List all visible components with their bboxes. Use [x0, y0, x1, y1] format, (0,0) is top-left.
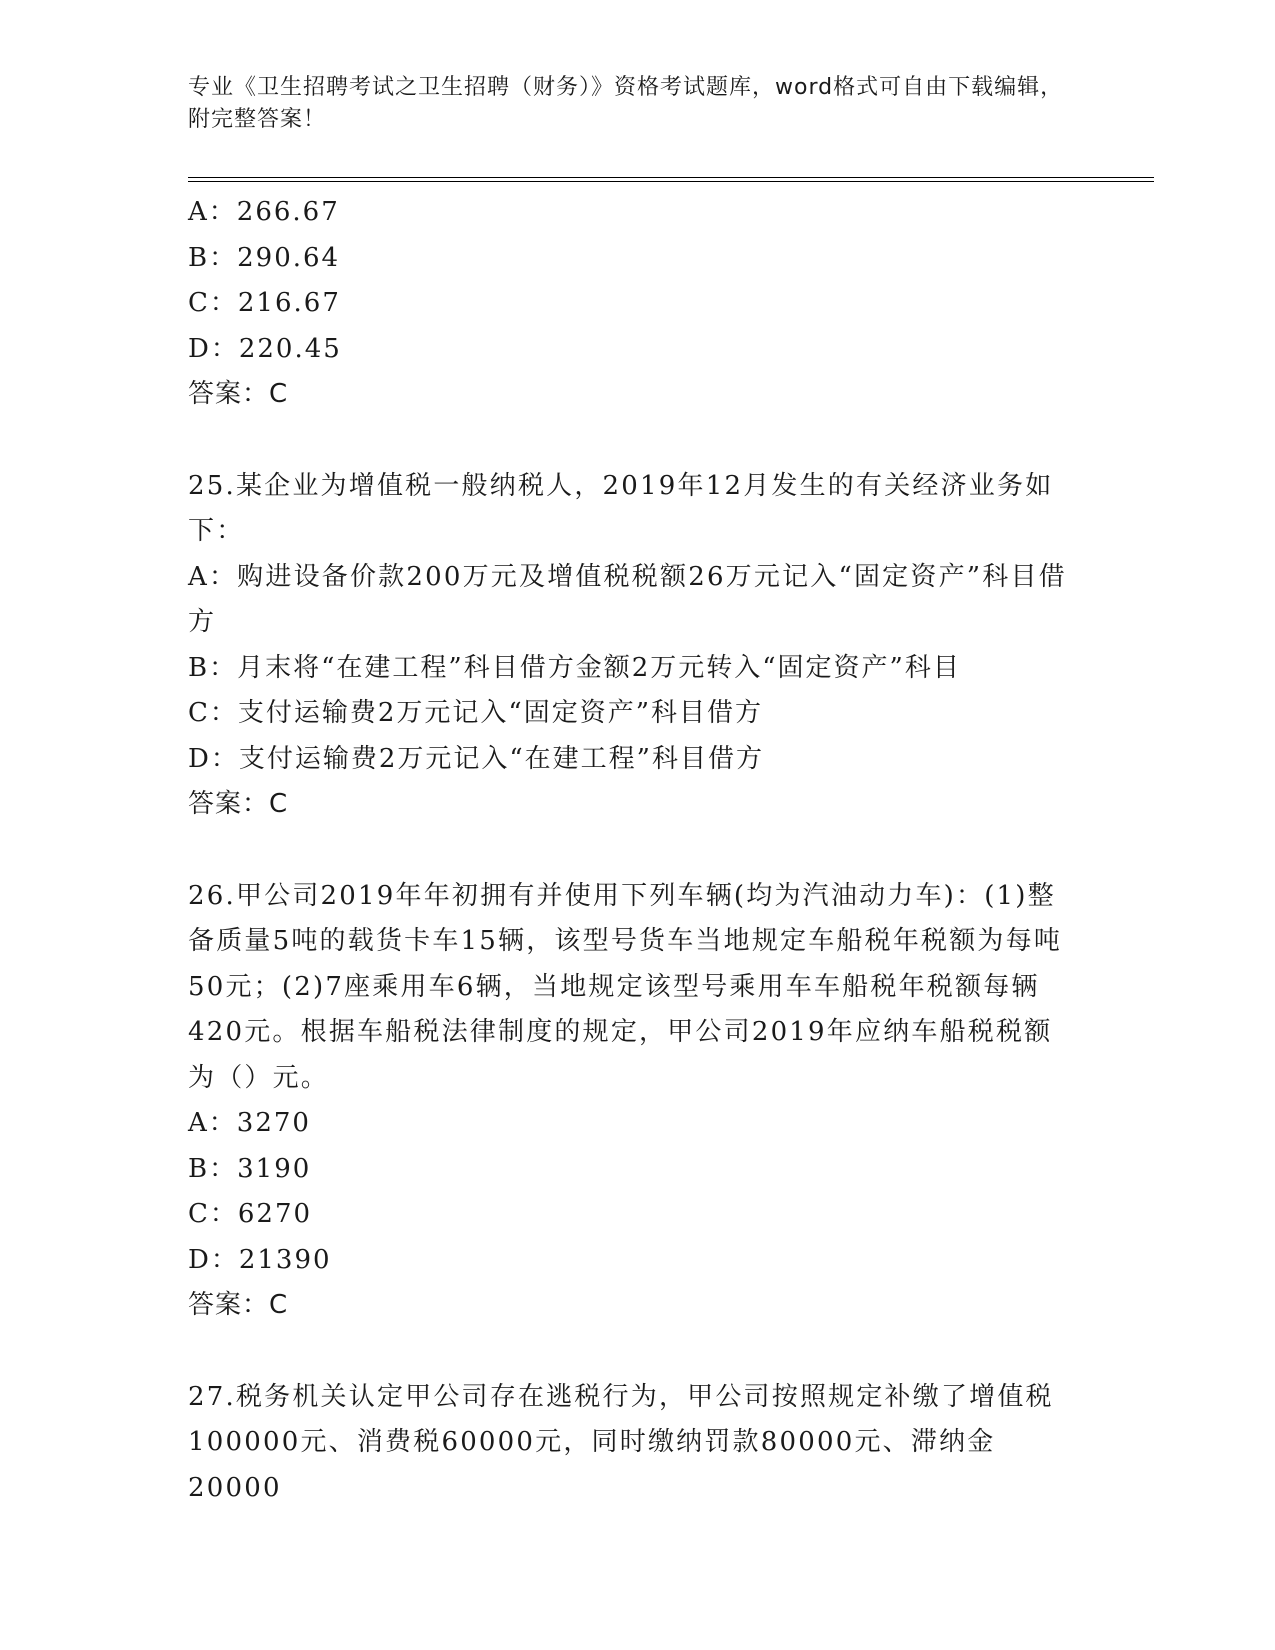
- spacer: [188, 418, 1088, 464]
- option-d: D：支付运输费2万元记入“在建工程”科目借方: [188, 743, 764, 774]
- question-stem: 25.某企业为增值税一般纳税人，2019年12月发生的有关经济业务如下：: [188, 470, 1054, 546]
- option-c: C：6270: [188, 1199, 313, 1229]
- question-stem: 26.甲公司2019年年初拥有并使用下列车辆(均为汽油动力车)：(1)整备质量5吨的载货卡车15辆，该型号货车当地规定车船税年税额为每吨50元；(2)7座乘用车6辆，当地规定该型号乘用车车船税年税额每辆420元。根据车船税法律制度的规定，甲公司2019年应纳车船税税额为（）元。: [188, 880, 1063, 1093]
- question-24-options: [188, 190, 1088, 418]
- answer-line: 答案：C: [188, 1290, 289, 1320]
- question-list: [188, 190, 1088, 1511]
- question-stem: 27.税务机关认定甲公司存在逃税行为，甲公司按照规定补缴了增值税100000元、消费税60000元，同时缴纳罚款80000元、滞纳金20000: [188, 1381, 1054, 1503]
- spacer: [188, 1329, 1088, 1375]
- document-header: 专业《卫生招聘考试之卫生招聘（财务）》资格考试题库，word格式可自由下载编辑，附完整答案！: [188, 75, 1064, 132]
- option-b: B：3190: [188, 1153, 312, 1184]
- question-27: [188, 1375, 1088, 1512]
- spacer: [188, 828, 1088, 874]
- option-a: A：266.67: [188, 197, 340, 227]
- option-c: C：216.67: [188, 288, 341, 318]
- header-divider-double: [188, 181, 1154, 182]
- option-a: A：购进设备价款200万元及增值税税额26万元记入“固定资产”科目借方: [188, 561, 1067, 637]
- option-b: B：290.64: [188, 242, 341, 273]
- answer-line: 答案：C: [188, 379, 289, 409]
- answer-line: 答案：C: [188, 789, 289, 819]
- option-d: D：21390: [188, 1244, 332, 1275]
- option-c: C：支付运输费2万元记入“固定资产”科目借方: [188, 698, 764, 728]
- option-b: B：月末将“在建工程”科目借方金额2万元转入“固定资产”科目: [188, 652, 961, 683]
- header-divider: [188, 177, 1154, 178]
- option-d: D：220.45: [188, 333, 342, 364]
- question-26: [188, 874, 1088, 1329]
- question-25: [188, 464, 1088, 828]
- option-a: A：3270: [188, 1108, 311, 1138]
